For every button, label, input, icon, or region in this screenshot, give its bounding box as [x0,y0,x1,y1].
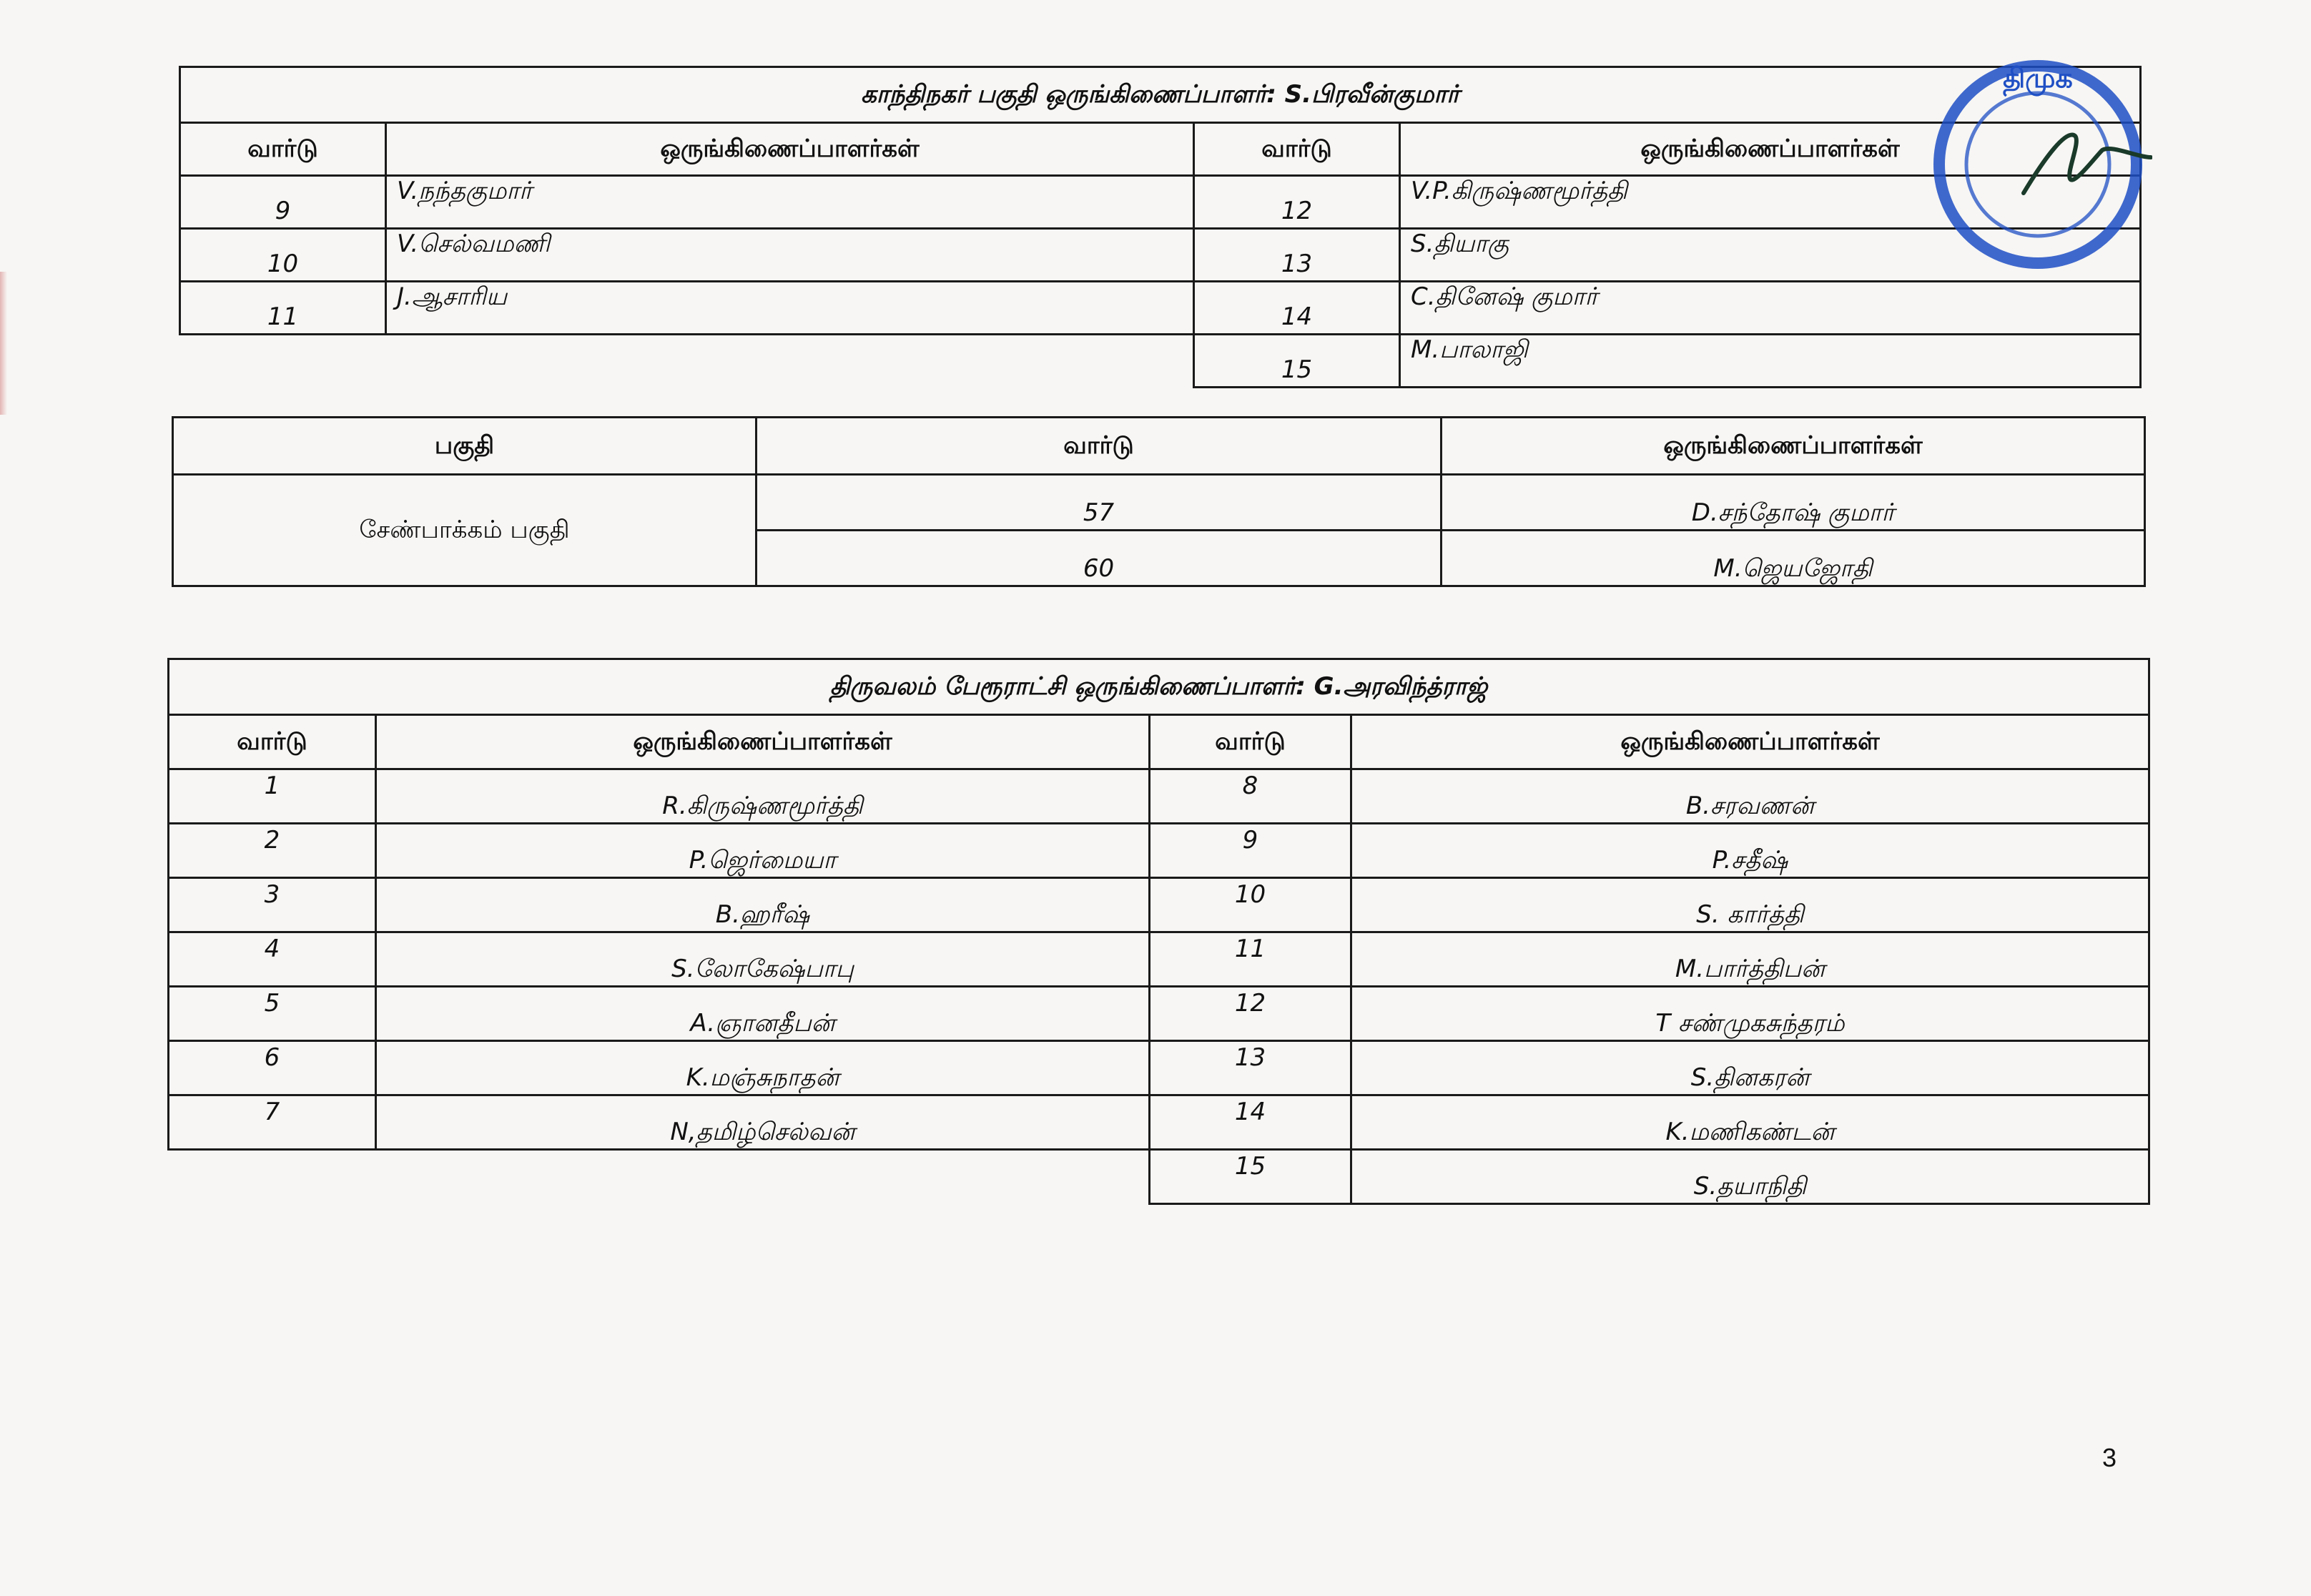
col-header-area: பகுதி [173,418,757,475]
ward-number: 60 [757,531,1442,586]
empty-cell [376,1150,1150,1204]
col-header-coordinators: ஒருங்கிணைப்பாளர்கள் [386,123,1194,176]
col-header-coordinators: ஒருங்கிணைப்பாளர்கள் [1400,123,2141,176]
coordinator-name: V.செல்வமணி [386,229,1194,282]
coordinator-name: S.லோகேஷ்பாபு [376,932,1150,987]
table-row [169,932,2149,987]
coordinator-name: S.தினகரன் [1351,1041,2149,1095]
empty-cell [169,1150,376,1204]
col-header-coordinators: ஒருங்கிணைப்பாளர்கள் [376,715,1150,769]
ward-number: 14 [1194,282,1400,335]
table-row [169,1150,2149,1204]
table-row [169,1041,2149,1095]
coordinator-name: K.மஞ்சுநாதன் [376,1041,1150,1095]
gandhinagar-table [179,66,2142,388]
ward-number: 10 [1150,878,1351,932]
table-row [169,878,2149,932]
col-header-ward: வார்டு [1150,715,1351,769]
ward-number: 4 [169,932,376,987]
coordinator-name: S.தயாநிதி [1351,1150,2149,1204]
col-header-ward: வார்டு [180,123,386,176]
coordinator-name: V.நந்தகுமார் [386,176,1194,229]
ward-number: 15 [1150,1150,1351,1204]
coordinator-name: A.ஞானதீபன் [376,987,1150,1041]
ward-number: 1 [169,769,376,824]
table-row [180,335,2141,388]
table-row [169,1095,2149,1150]
ward-number: 9 [1150,824,1351,878]
ward-number: 10 [180,229,386,282]
ward-number: 3 [169,878,376,932]
party-stamp [1923,50,2152,279]
coordinator-name: D.சந்தோஷ் குமார் [1442,475,2145,531]
coordinator-name: M.ஜெயஜோதி [1442,531,2145,586]
table-row [180,282,2141,335]
ward-number: 8 [1150,769,1351,824]
stamp-text: திமுக [2003,62,2073,94]
ward-number: 11 [180,282,386,335]
coordinator-name: S.தியாகு [1400,229,2141,282]
ward-number: 13 [1150,1041,1351,1095]
area-name: சேண்பாக்கம் பகுதி [173,475,757,586]
ward-number: 11 [1150,932,1351,987]
coordinator-name: T சண்முகசுந்தரம் [1351,987,2149,1041]
table-row [169,987,2149,1041]
ward-number: 57 [757,475,1442,531]
ward-number: 15 [1194,335,1400,388]
coordinator-name: S. கார்த்தி [1351,878,2149,932]
col-header-coordinators: ஒருங்கிணைப்பாளர்கள் [1351,715,2149,769]
ward-number: 13 [1194,229,1400,282]
table-row [169,769,2149,824]
page-edge-mark [0,272,7,415]
table-row [169,824,2149,878]
empty-cell [180,335,386,388]
ward-number: 7 [169,1095,376,1150]
col-header-ward: வார்டு [1194,123,1400,176]
ward-number: 12 [1150,987,1351,1041]
shenbakkam-table [172,416,2146,587]
table-title: திருவலம் பேரூராட்சி ஒருங்கிணைப்பாளர்: G.அரவிந்த்ராஜ் [169,659,2149,715]
coordinator-name: R.கிருஷ்ணமூர்த்தி [376,769,1150,824]
empty-cell [386,335,1194,388]
ward-number: 9 [180,176,386,229]
thiruvalam-table [167,658,2150,1205]
coordinator-name: P.சதீஷ் [1351,824,2149,878]
ward-number: 6 [169,1041,376,1095]
coordinator-name: M.பார்த்திபன் [1351,932,2149,987]
coordinator-name: N,தமிழ்செல்வன் [376,1095,1150,1150]
coordinator-name: P.ஜெர்மையா [376,824,1150,878]
coordinator-name: K.மணிகண்டன் [1351,1095,2149,1150]
stamp-outer-ring [1939,66,2137,263]
ward-number: 2 [169,824,376,878]
coordinator-name: B.ஹரீஷ் [376,878,1150,932]
table-row [180,229,2141,282]
coordinator-name: M.பாலாஜி [1400,335,2141,388]
ward-number: 12 [1194,176,1400,229]
ward-number: 5 [169,987,376,1041]
coordinator-name: B.சரவணன் [1351,769,2149,824]
col-header-ward: வார்டு [169,715,376,769]
col-header-ward: வார்டு [757,418,1442,475]
table-title: காந்திநகர் பகுதி ஒருங்கிணைப்பாளர்: S.பிரவீன்குமார் [180,67,2141,123]
page-number: 3 [2102,1443,2117,1472]
coordinator-name: V.P.கிருஷ்ணமூர்த்தி [1400,176,2141,229]
table-row [180,176,2141,229]
coordinator-name: C.தினேஷ் குமார் [1400,282,2141,335]
table-row [173,475,2145,531]
ward-number: 14 [1150,1095,1351,1150]
coordinator-name: J.ஆசாரிய [386,282,1194,335]
col-header-coordinators: ஒருங்கிணைப்பாளர்கள் [1442,418,2145,475]
